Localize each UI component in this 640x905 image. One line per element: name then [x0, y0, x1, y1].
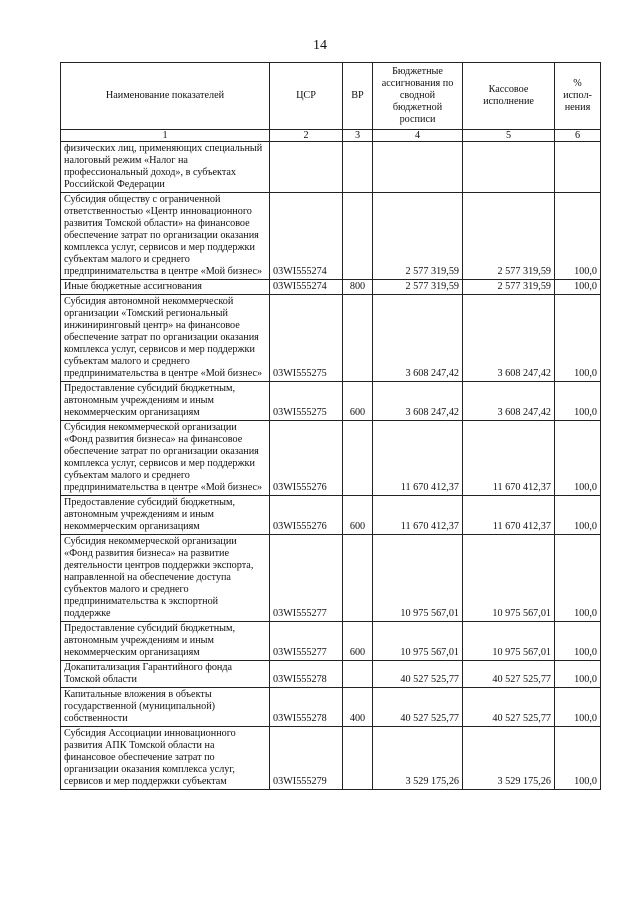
row-percent-cell: 100,0 — [555, 688, 601, 727]
row-csr-cell: 03WI555279 — [270, 727, 343, 790]
row-cash-cell: 3 608 247,42 — [463, 382, 555, 421]
row-budget-cell: 10 975 567,01 — [373, 535, 463, 622]
row-budget-cell: 40 527 525,77 — [373, 661, 463, 688]
row-vr-cell — [343, 421, 373, 496]
row-budget-cell: 2 577 319,59 — [373, 193, 463, 280]
row-cash-cell: 10 975 567,01 — [463, 535, 555, 622]
row-budget-cell: 3 608 247,42 — [373, 382, 463, 421]
header-row — [61, 63, 601, 130]
row-cash-cell: 10 975 567,01 — [463, 622, 555, 661]
row-cash-cell: 40 527 525,77 — [463, 661, 555, 688]
row-name-cell: Иные бюджетные ассигнования — [61, 280, 270, 295]
row-percent-cell: 100,0 — [555, 280, 601, 295]
header-vr: ВР — [343, 63, 373, 130]
column-number: 1 — [61, 130, 270, 142]
header-percent: % испол- нения — [555, 63, 601, 130]
row-percent-cell: 100,0 — [555, 727, 601, 790]
table-row — [61, 193, 601, 280]
table-row — [61, 382, 601, 421]
row-budget-cell: 11 670 412,37 — [373, 421, 463, 496]
row-percent-cell: 100,0 — [555, 535, 601, 622]
row-cash-cell: 40 527 525,77 — [463, 688, 555, 727]
table-row — [61, 535, 601, 622]
column-number: 5 — [463, 130, 555, 142]
row-percent-cell: 100,0 — [555, 295, 601, 382]
column-number-row — [61, 130, 601, 142]
row-csr-cell: 03WI555278 — [270, 688, 343, 727]
row-cash-cell: 2 577 319,59 — [463, 193, 555, 280]
row-percent-cell — [555, 142, 601, 193]
header-name: Наименование показателей — [61, 63, 270, 130]
row-csr-cell — [270, 142, 343, 193]
row-cash-cell: 11 670 412,37 — [463, 496, 555, 535]
row-name-cell: Докапитализация Гарантийного фонда Томской области — [61, 661, 270, 688]
row-name-cell: Субсидия автономной некоммерческой организации «Томский региональный инжиниринговый центр» на финансовое обеспечение затрат по организации оказания комплекса услуг, сервисов и мер поддержки субъектам малого и среднего предпринимательства в центре «Мой бизнес» — [61, 295, 270, 382]
table-row — [61, 142, 601, 193]
row-budget-cell: 3 608 247,42 — [373, 295, 463, 382]
row-vr-cell — [343, 535, 373, 622]
row-csr-cell: 03WI555277 — [270, 535, 343, 622]
row-cash-cell: 2 577 319,59 — [463, 280, 555, 295]
row-csr-cell: 03WI555275 — [270, 295, 343, 382]
header-cash: Кассовое исполнение — [463, 63, 555, 130]
row-cash-cell — [463, 142, 555, 193]
row-vr-cell: 600 — [343, 622, 373, 661]
row-name-cell: Предоставление субсидий бюджетным, автономным учреждениям и иным некоммерческим организациям — [61, 622, 270, 661]
table-row — [61, 622, 601, 661]
table-body — [61, 142, 601, 790]
row-cash-cell: 3 608 247,42 — [463, 295, 555, 382]
table-row — [61, 661, 601, 688]
row-csr-cell: 03WI555276 — [270, 421, 343, 496]
budget-execution-table — [60, 62, 601, 790]
row-name-cell: Субсидия некоммерческой организации «Фонд развития бизнеса» на финансовое обеспечение затрат по организации оказания комплекса услуг, сервисов и мер поддержки субъектам малого и среднего предпринимательства в центре «Мой бизнес» — [61, 421, 270, 496]
table-row — [61, 280, 601, 295]
row-vr-cell: 400 — [343, 688, 373, 727]
row-name-cell: Капитальные вложения в объекты государственной (муниципальной) собственности — [61, 688, 270, 727]
row-percent-cell: 100,0 — [555, 193, 601, 280]
row-percent-cell: 100,0 — [555, 496, 601, 535]
row-name-cell: Субсидия Ассоциации инновационного развития АПК Томской области на финансовое обеспечение затрат по организации оказания комплекса услуг, сервисов и мер поддержки субъектам — [61, 727, 270, 790]
row-csr-cell: 03WI555276 — [270, 496, 343, 535]
column-number: 4 — [373, 130, 463, 142]
row-budget-cell: 10 975 567,01 — [373, 622, 463, 661]
column-number: 3 — [343, 130, 373, 142]
table-row — [61, 727, 601, 790]
row-vr-cell — [343, 142, 373, 193]
row-csr-cell: 03WI555275 — [270, 382, 343, 421]
row-vr-cell — [343, 193, 373, 280]
row-vr-cell — [343, 295, 373, 382]
row-budget-cell: 40 527 525,77 — [373, 688, 463, 727]
row-vr-cell — [343, 727, 373, 790]
row-name-cell: физических лиц, применяющих специальный налоговый режим «Налог на профессиональный доход», в субъектах Российской Федерации — [61, 142, 270, 193]
row-name-cell: Субсидия некоммерческой организации «Фонд развития бизнеса» на развитие деятельности центров поддержки экспорта, направленной на обеспечение доступа субъектов малого и среднего предпринимательства к экспортной поддержке — [61, 535, 270, 622]
page-number: 14 — [313, 38, 327, 53]
header-csr: ЦСР — [270, 63, 343, 130]
row-name-cell: Предоставление субсидий бюджетным, автономным учреждениям и иным некоммерческим организациям — [61, 496, 270, 535]
row-percent-cell: 100,0 — [555, 622, 601, 661]
row-cash-cell: 3 529 175,26 — [463, 727, 555, 790]
header-budget: Бюджетные ассигнования по сводной бюджетной росписи — [373, 63, 463, 130]
column-number: 6 — [555, 130, 601, 142]
table-row — [61, 295, 601, 382]
row-percent-cell: 100,0 — [555, 421, 601, 496]
row-vr-cell: 600 — [343, 496, 373, 535]
table-row — [61, 421, 601, 496]
table-row — [61, 688, 601, 727]
row-budget-cell: 11 670 412,37 — [373, 496, 463, 535]
row-percent-cell: 100,0 — [555, 382, 601, 421]
row-csr-cell: 03WI555277 — [270, 622, 343, 661]
row-budget-cell — [373, 142, 463, 193]
row-budget-cell: 3 529 175,26 — [373, 727, 463, 790]
row-csr-cell: 03WI555278 — [270, 661, 343, 688]
row-budget-cell: 2 577 319,59 — [373, 280, 463, 295]
row-name-cell: Субсидия обществу с ограниченной ответственностью «Центр инновационного развития Томской области» на финансовое обеспечение затрат по организации оказания комплекса услуг, сервисов и мер поддержки субъектам малого и среднего предпринимательства в центре «Мой бизнес» — [61, 193, 270, 280]
table-row — [61, 496, 601, 535]
row-vr-cell — [343, 661, 373, 688]
row-vr-cell: 800 — [343, 280, 373, 295]
row-percent-cell: 100,0 — [555, 661, 601, 688]
column-number: 2 — [270, 130, 343, 142]
row-vr-cell: 600 — [343, 382, 373, 421]
row-name-cell: Предоставление субсидий бюджетным, автономным учреждениям и иным некоммерческим организациям — [61, 382, 270, 421]
row-csr-cell: 03WI555274 — [270, 280, 343, 295]
row-csr-cell: 03WI555274 — [270, 193, 343, 280]
row-cash-cell: 11 670 412,37 — [463, 421, 555, 496]
